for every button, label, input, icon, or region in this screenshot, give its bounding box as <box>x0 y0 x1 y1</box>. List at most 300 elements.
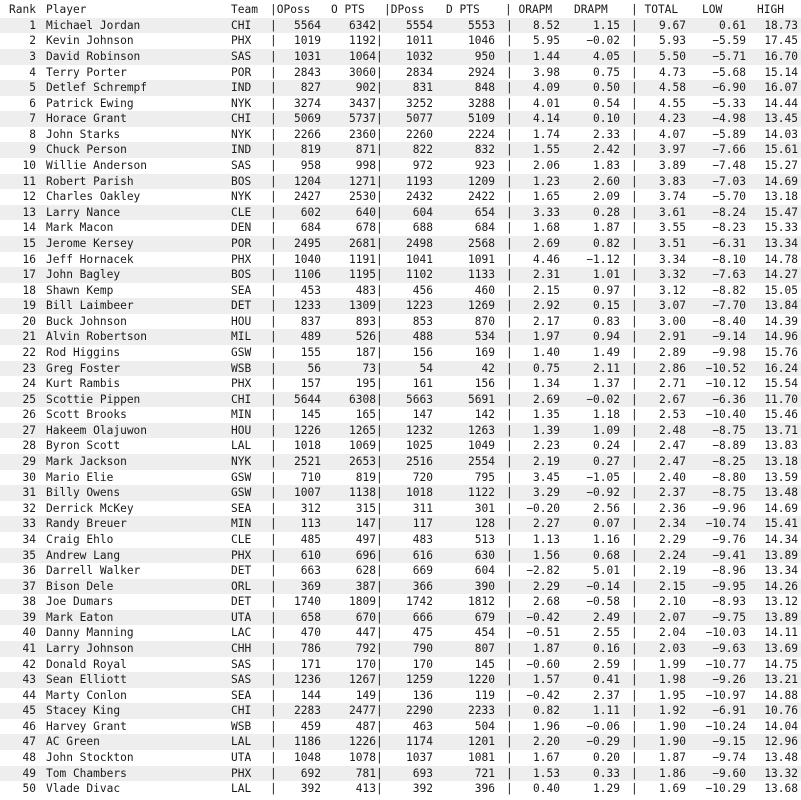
cell-high: 13.68 <box>764 782 798 796</box>
cell-high: 14.69 <box>764 174 798 188</box>
column-separator: | <box>376 127 383 141</box>
column-separator: | <box>376 314 383 328</box>
cell-high: 14.26 <box>764 579 798 593</box>
column-separator: | <box>506 283 513 297</box>
cell-high: 16.24 <box>764 361 798 375</box>
cell-high: 15.61 <box>764 143 798 157</box>
column-separator: | <box>376 610 383 624</box>
column-separator: | <box>270 174 277 188</box>
cell-player: Detlef Schrempf <box>46 81 148 95</box>
cell-orapm: −0.42 <box>526 610 560 624</box>
cell-rank: 47 <box>22 735 36 749</box>
cell-dposs: 2834 <box>406 65 433 79</box>
cell-low: −10.03 <box>705 626 746 640</box>
cell-player: Tom Chambers <box>46 766 127 780</box>
column-separator: | <box>631 18 638 32</box>
column-separator: | <box>376 532 383 546</box>
cell-dposs: 2516 <box>406 455 433 469</box>
column-separator: | <box>270 205 277 219</box>
cell-dpts: 513 <box>474 532 495 546</box>
cell-oposs: 113 <box>300 517 321 531</box>
cell-orapm: 1.39 <box>533 423 560 437</box>
table-row <box>0 252 801 268</box>
cell-low: −9.95 <box>712 579 746 593</box>
table-row <box>0 470 801 486</box>
column-separator: | <box>631 470 638 484</box>
cell-dpts: 1081 <box>468 751 495 765</box>
column-separator: | <box>270 96 277 110</box>
cell-oposs: 1226 <box>294 423 321 437</box>
cell-oposs: 5069 <box>294 112 321 126</box>
cell-dposs: 5077 <box>406 112 433 126</box>
cell-dpts: 1122 <box>468 486 495 500</box>
cell-dposs: 366 <box>412 579 433 593</box>
cell-dpts: 630 <box>474 548 495 562</box>
column-separator: | <box>376 377 383 391</box>
column-separator: | <box>506 579 513 593</box>
cell-dpts: 2224 <box>468 127 495 141</box>
cell-drapm: 2.42 <box>593 143 620 157</box>
cell-dposs: 483 <box>412 532 433 546</box>
column-separator: | <box>270 314 277 328</box>
table-row <box>0 205 801 221</box>
cell-orapm: 2.19 <box>533 455 560 469</box>
header-team: Team <box>231 3 258 16</box>
cell-team: PHX <box>231 252 252 266</box>
cell-opts: 696 <box>355 548 376 562</box>
cell-total: 3.00 <box>659 314 686 328</box>
table-row <box>0 392 801 408</box>
column-separator: | <box>506 190 513 204</box>
column-separator: | <box>506 252 513 266</box>
cell-rank: 27 <box>22 423 36 437</box>
table-row <box>0 610 801 626</box>
cell-drapm: 0.68 <box>593 548 620 562</box>
column-separator: | <box>270 657 277 671</box>
column-separator: | <box>506 361 513 375</box>
column-separator: | <box>631 159 638 173</box>
cell-team: DEN <box>231 221 252 235</box>
column-separator: | <box>376 501 383 515</box>
cell-orapm: 1.68 <box>533 221 560 235</box>
cell-team: WSB <box>231 719 252 733</box>
cell-rank: 2 <box>29 34 36 48</box>
cell-oposs: 1031 <box>294 49 321 63</box>
column-separator: | <box>506 221 513 235</box>
column-separator: | <box>376 595 383 609</box>
column-separator: | <box>270 782 277 796</box>
cell-player: Larry Johnson <box>46 642 134 655</box>
cell-dpts: 721 <box>474 766 495 780</box>
column-separator: | <box>631 377 638 391</box>
cell-oposs: 2427 <box>294 190 321 204</box>
cell-dposs: 170 <box>412 657 433 671</box>
column-separator: | <box>631 564 638 578</box>
table-row <box>0 516 801 532</box>
cell-dpts: 5691 <box>468 392 495 406</box>
column-separator: | <box>631 501 638 515</box>
cell-high: 15.47 <box>764 205 798 219</box>
cell-high: 13.48 <box>764 486 798 500</box>
cell-team: CHI <box>231 392 252 406</box>
cell-high: 16.07 <box>764 81 798 95</box>
table-row <box>0 220 801 236</box>
column-separator: | <box>506 735 513 749</box>
table-row <box>0 781 801 797</box>
cell-total: 2.71 <box>659 377 686 391</box>
cell-dposs: 1102 <box>406 268 433 282</box>
cell-rank: 29 <box>22 455 36 469</box>
cell-player: Andrew Lang <box>46 548 121 562</box>
cell-drapm: 5.01 <box>593 564 620 578</box>
cell-oposs: 485 <box>300 532 321 546</box>
cell-team: DET <box>231 595 252 609</box>
cell-low: −5.71 <box>712 49 746 63</box>
cell-team: CHI <box>231 112 252 126</box>
cell-orapm: 2.23 <box>533 439 560 453</box>
cell-orapm: 0.40 <box>533 782 560 796</box>
cell-orapm: 2.31 <box>533 268 560 282</box>
cell-rank: 43 <box>22 673 36 687</box>
cell-rank: 22 <box>22 345 36 359</box>
cell-total: 3.97 <box>659 143 686 157</box>
cell-player: Joe Dumars <box>46 595 114 609</box>
cell-dposs: 392 <box>412 782 433 796</box>
table-row <box>0 33 801 49</box>
cell-dpts: 5553 <box>468 18 495 32</box>
cell-drapm: 1.49 <box>593 345 620 359</box>
cell-total: 1.90 <box>659 735 686 749</box>
cell-dposs: 2432 <box>406 190 433 204</box>
cell-low: −8.25 <box>712 455 746 469</box>
cell-dposs: 1193 <box>406 174 433 188</box>
cell-rank: 50 <box>22 782 36 796</box>
cell-player: Marty Conlon <box>46 688 127 702</box>
column-separator: | <box>631 143 638 157</box>
cell-drapm: 1.15 <box>593 18 620 32</box>
column-separator: | <box>270 423 277 437</box>
cell-drapm: 2.55 <box>593 626 620 640</box>
cell-opts: 2653 <box>349 455 376 469</box>
cell-orapm: 2.29 <box>533 579 560 593</box>
cell-high: 15.41 <box>764 517 798 531</box>
header-player: Player <box>46 3 87 16</box>
table-row <box>0 96 801 112</box>
column-separator: | <box>270 766 277 780</box>
column-separator: | <box>376 735 383 749</box>
table-row <box>0 688 801 704</box>
cell-drapm: 1.87 <box>593 221 620 235</box>
cell-oposs: 819 <box>300 143 321 157</box>
cell-rank: 6 <box>29 96 36 110</box>
cell-total: 2.47 <box>659 439 686 453</box>
cell-player: Greg Foster <box>46 361 121 375</box>
cell-orapm: 1.56 <box>533 548 560 562</box>
column-separator: | <box>270 252 277 266</box>
cell-player: Vlade Divac <box>46 782 121 796</box>
cell-rank: 9 <box>29 143 36 157</box>
cell-drapm: 1.01 <box>593 268 620 282</box>
cell-player: Chuck Person <box>46 143 127 157</box>
column-separator: | <box>376 283 383 297</box>
table-row <box>0 703 801 719</box>
cell-team: PHX <box>231 34 252 48</box>
cell-total: 1.99 <box>659 657 686 671</box>
cell-rank: 17 <box>22 268 36 282</box>
column-separator: | <box>270 532 277 546</box>
cell-player: Craig Ehlo <box>46 532 114 546</box>
cell-player: Jeff Hornacek <box>46 252 134 266</box>
cell-high: 15.46 <box>764 408 798 422</box>
cell-dpts: 684 <box>474 221 495 235</box>
cell-player: Scott Brooks <box>46 408 127 422</box>
cell-opts: 871 <box>355 143 376 157</box>
cell-player: Horace Grant <box>46 112 127 126</box>
header-oposs: |OPoss <box>270 3 311 16</box>
table-row <box>0 485 801 501</box>
cell-total: 3.51 <box>659 236 686 250</box>
column-separator: | <box>270 392 277 406</box>
cell-team: NYK <box>231 190 252 204</box>
cell-drapm: 0.20 <box>593 751 620 765</box>
cell-oposs: 1018 <box>294 439 321 453</box>
cell-dpts: 42 <box>481 361 495 375</box>
cell-opts: 2360 <box>349 127 376 141</box>
cell-team: POR <box>231 65 252 79</box>
cell-drapm: 0.24 <box>593 439 620 453</box>
cell-orapm: 3.98 <box>533 65 560 79</box>
cell-drapm: 2.49 <box>593 610 620 624</box>
cell-low: −7.03 <box>712 174 746 188</box>
cell-total: 2.36 <box>659 501 686 515</box>
column-separator: | <box>270 283 277 297</box>
column-separator: | <box>631 65 638 79</box>
cell-team: BOS <box>231 174 252 188</box>
cell-low: −10.74 <box>705 517 746 531</box>
column-separator: | <box>270 564 277 578</box>
column-separator: | <box>506 486 513 500</box>
header-low: LOW <box>702 3 723 16</box>
column-separator: | <box>376 642 383 655</box>
cell-high: 13.45 <box>764 112 798 126</box>
cell-low: −4.98 <box>712 112 746 126</box>
cell-orapm: 0.82 <box>533 704 560 718</box>
cell-orapm: 2.92 <box>533 299 560 313</box>
column-separator: | <box>376 486 383 500</box>
cell-player: Sean Elliott <box>46 673 127 687</box>
cell-drapm: 1.16 <box>593 532 620 546</box>
cell-total: 1.87 <box>659 751 686 765</box>
cell-dposs: 2290 <box>406 704 433 718</box>
cell-dposs: 831 <box>412 81 433 95</box>
cell-low: −9.74 <box>712 751 746 765</box>
table-row <box>0 361 801 377</box>
column-separator: | <box>270 719 277 733</box>
column-separator: | <box>270 345 277 359</box>
cell-opts: 2477 <box>349 704 376 718</box>
column-separator: | <box>376 688 383 702</box>
column-separator: | <box>506 704 513 718</box>
column-separator: | <box>506 65 513 79</box>
cell-opts: 1309 <box>349 299 376 313</box>
column-separator: | <box>506 501 513 515</box>
cell-high: 15.76 <box>764 345 798 359</box>
column-separator: | <box>270 439 277 453</box>
table-row <box>0 329 801 345</box>
header-orapm: | ORAPM <box>505 3 553 16</box>
table-row <box>0 657 801 673</box>
column-separator: | <box>270 470 277 484</box>
cell-oposs: 157 <box>300 377 321 391</box>
cell-total: 1.90 <box>659 719 686 733</box>
cell-opts: 1271 <box>349 174 376 188</box>
cell-rank: 3 <box>29 49 36 63</box>
column-separator: | <box>506 532 513 546</box>
cell-low: −9.76 <box>712 532 746 546</box>
cell-drapm: −0.14 <box>586 579 620 593</box>
cell-opts: 487 <box>355 719 376 733</box>
cell-team: IND <box>231 143 252 157</box>
cell-drapm: 0.27 <box>593 455 620 469</box>
column-separator: | <box>376 159 383 173</box>
cell-total: 3.61 <box>659 205 686 219</box>
column-separator: | <box>270 688 277 702</box>
column-separator: | <box>270 486 277 500</box>
cell-orapm: 2.69 <box>533 236 560 250</box>
cell-high: 13.18 <box>764 455 798 469</box>
header-opts: O PTS <box>331 3 365 16</box>
cell-drapm: 0.97 <box>593 283 620 297</box>
cell-team: CLE <box>231 532 252 546</box>
cell-team: SEA <box>231 688 252 702</box>
cell-total: 3.07 <box>659 299 686 313</box>
cell-dpts: 2422 <box>468 190 495 204</box>
cell-low: −6.36 <box>712 392 746 406</box>
column-separator: | <box>506 127 513 141</box>
cell-oposs: 5644 <box>294 392 321 406</box>
cell-opts: 187 <box>355 345 376 359</box>
cell-player: Larry Nance <box>46 205 121 219</box>
cell-drapm: 0.15 <box>593 299 620 313</box>
cell-opts: 628 <box>355 564 376 578</box>
cell-rank: 36 <box>22 564 36 578</box>
column-separator: | <box>270 408 277 422</box>
cell-high: 14.96 <box>764 330 798 344</box>
cell-player: Shawn Kemp <box>46 283 114 297</box>
cell-drapm: −0.02 <box>586 34 620 48</box>
cell-player: Harvey Grant <box>46 719 127 733</box>
cell-total: 2.67 <box>659 392 686 406</box>
column-separator: | <box>506 688 513 702</box>
column-separator: | <box>270 159 277 173</box>
column-separator: | <box>506 423 513 437</box>
column-separator: | <box>631 96 638 110</box>
cell-dpts: 1263 <box>468 423 495 437</box>
cell-low: −8.93 <box>712 595 746 609</box>
column-separator: | <box>506 81 513 95</box>
cell-drapm: 2.09 <box>593 190 620 204</box>
column-separator: | <box>506 517 513 531</box>
column-separator: | <box>376 439 383 453</box>
column-separator: | <box>631 610 638 624</box>
cell-dposs: 1041 <box>406 252 433 266</box>
cell-team: DET <box>231 299 252 313</box>
cell-oposs: 56 <box>307 361 321 375</box>
column-separator: | <box>376 455 383 469</box>
cell-team: PHX <box>231 766 252 780</box>
cell-rank: 31 <box>22 486 36 500</box>
cell-total: 4.73 <box>659 65 686 79</box>
cell-high: 13.71 <box>764 423 798 437</box>
cell-team: LAL <box>231 439 252 453</box>
column-separator: | <box>506 345 513 359</box>
cell-opts: 792 <box>355 642 376 655</box>
cell-total: 4.58 <box>659 81 686 95</box>
table-row <box>0 594 801 610</box>
cell-player: Charles Oakley <box>46 190 141 204</box>
table-row <box>0 766 801 782</box>
cell-total: 5.50 <box>659 49 686 63</box>
cell-rank: 5 <box>29 81 36 95</box>
cell-player: Terry Porter <box>46 65 127 79</box>
cell-high: 18.73 <box>764 18 798 32</box>
cell-drapm: 1.29 <box>593 782 620 796</box>
cell-low: −8.89 <box>712 439 746 453</box>
cell-oposs: 489 <box>300 330 321 344</box>
cell-dpts: 169 <box>474 345 495 359</box>
cell-team: BOS <box>231 268 252 282</box>
cell-dpts: 119 <box>474 688 495 702</box>
table-row <box>0 454 801 470</box>
cell-low: −9.60 <box>712 766 746 780</box>
cell-drapm: 1.83 <box>593 159 620 173</box>
cell-orapm: 1.87 <box>533 642 560 655</box>
cell-drapm: 1.18 <box>593 408 620 422</box>
cell-high: 13.48 <box>764 751 798 765</box>
cell-opts: 170 <box>355 657 376 671</box>
cell-dpts: 390 <box>474 579 495 593</box>
cell-drapm: −0.02 <box>586 392 620 406</box>
cell-dposs: 1232 <box>406 423 433 437</box>
cell-low: −5.33 <box>712 96 746 110</box>
column-separator: | <box>631 127 638 141</box>
cell-total: 2.19 <box>659 564 686 578</box>
column-separator: | <box>506 236 513 250</box>
column-separator: | <box>631 735 638 749</box>
cell-high: 12.96 <box>764 735 798 749</box>
cell-orapm: 2.69 <box>533 392 560 406</box>
column-separator: | <box>631 205 638 219</box>
column-separator: | <box>270 65 277 79</box>
cell-dposs: 5554 <box>406 18 433 32</box>
table-row <box>0 49 801 65</box>
cell-orapm: 1.67 <box>533 751 560 765</box>
cell-high: 13.12 <box>764 595 798 609</box>
column-separator: | <box>376 782 383 796</box>
cell-team: UTA <box>231 610 252 624</box>
cell-high: 13.84 <box>764 299 798 313</box>
cell-opts: 3060 <box>349 65 376 79</box>
cell-rank: 21 <box>22 330 36 344</box>
cell-oposs: 171 <box>300 657 321 671</box>
column-separator: | <box>631 283 638 297</box>
cell-drapm: 0.82 <box>593 236 620 250</box>
cell-drapm: 0.16 <box>593 642 620 655</box>
cell-dposs: 488 <box>412 330 433 344</box>
cell-low: −10.77 <box>705 657 746 671</box>
cell-oposs: 692 <box>300 766 321 780</box>
cell-high: 14.04 <box>764 719 798 733</box>
